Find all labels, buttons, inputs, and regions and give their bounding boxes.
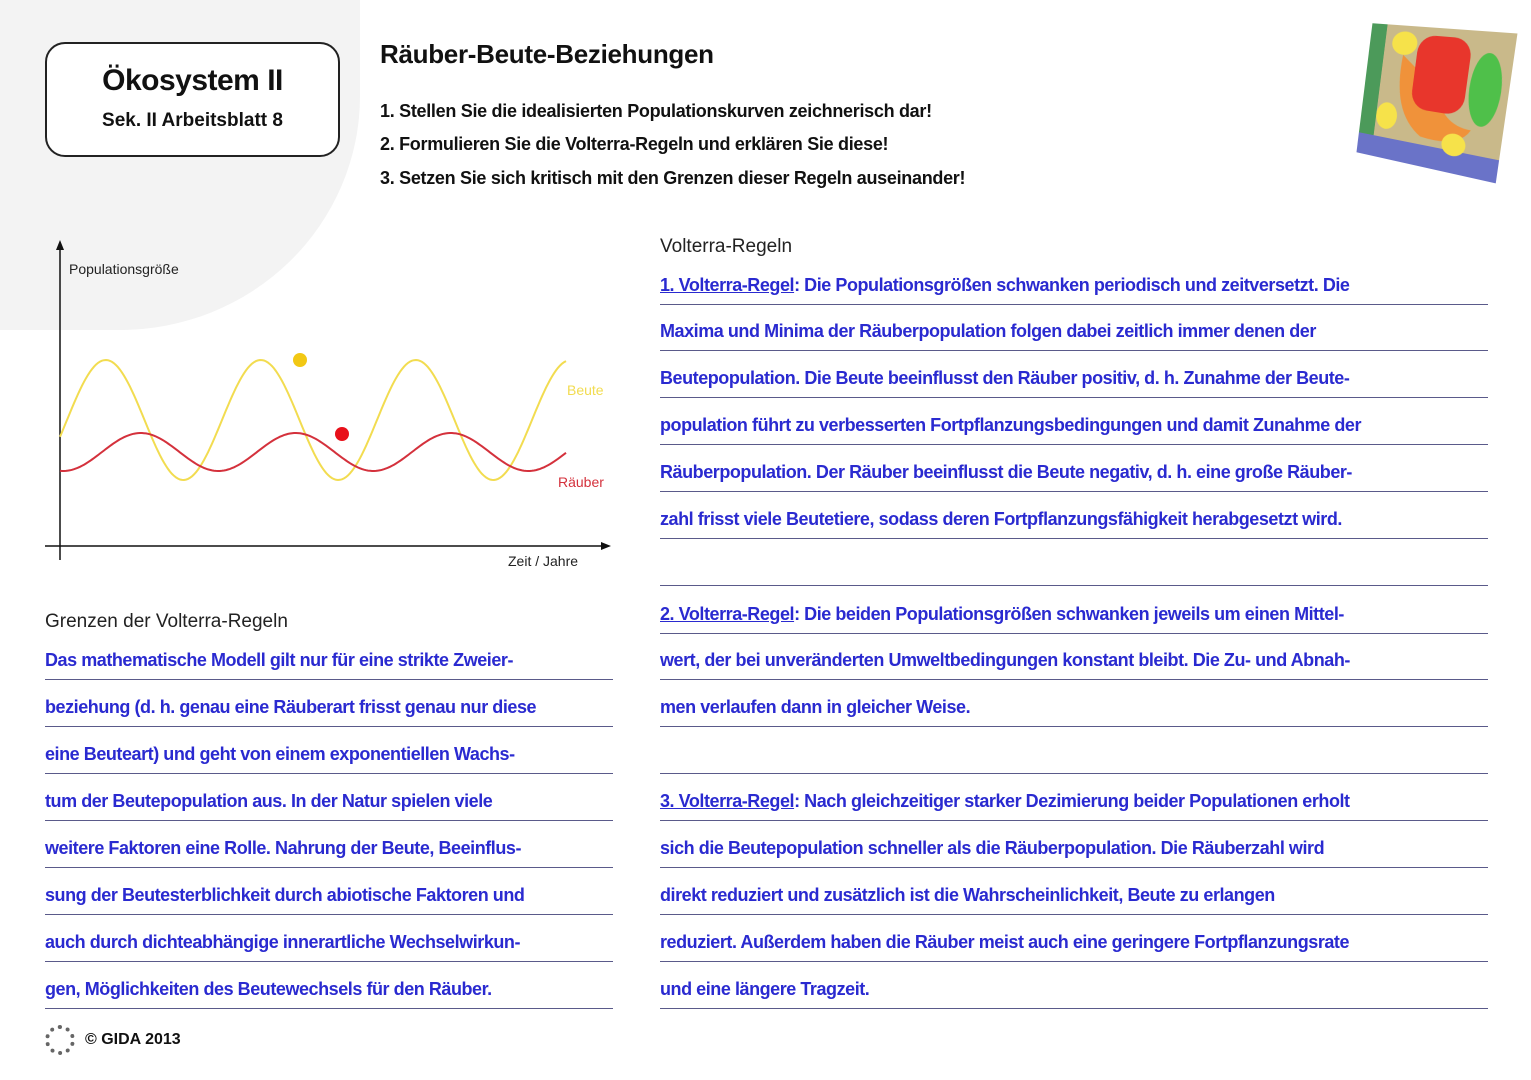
limits-line [45,880,613,915]
limits-text: gen, Möglichkeiten des Beutewechsels für den Räuber. [45,979,492,999]
header-title: Ökosystem II [102,64,283,97]
predator-maximum-marker [335,427,349,441]
footer [45,1025,181,1055]
rule1-text: Maxima und Minima der Räuberpopulation folgen dabei zeitlich immer denen der [660,321,1316,341]
y-axis-label: Populationsgröße [69,261,179,277]
limits-line [45,974,613,1009]
rule3-line [660,833,1488,868]
prey-label: Beute [567,382,604,398]
rule1-text: : Die Populationsgrößen schwanken periodisch und zeitversetzt. Die [794,275,1350,295]
limits-text: auch durch dichteabhängige innerartliche Wechselwirkun- [45,932,521,952]
worksheet-title: Räuber-Beute-Beziehungen [380,39,714,69]
rule1-text: Beutepopulation. Die Beute beeinflusst den Räuber positiv, d. h. Zunahme der Beute- [660,368,1350,388]
rule3-line [660,927,1488,962]
gida-logo-icon [45,1025,75,1055]
rule1-text: zahl frisst viele Beutetiere, sodass deren Fortpflanzungsfähigkeit herabgesetzt wird. [660,509,1342,529]
limits-text: tum der Beutepopulation aus. In der Natur spielen viele [45,791,493,811]
limits-text: eine Beuteart) und geht von einem exponentiellen Wachs- [45,744,515,764]
rule2-line [660,692,1488,727]
predator-label: Räuber [558,474,604,490]
rule2-text: wert, der bei unveränderten Umweltbedingungen konstant bleibt. Die Zu- und Abnah- [660,650,1350,670]
x-axis-label: Zeit / Jahre [508,553,579,569]
rule3-text: sich die Beutepopulation schneller als die Räuberpopulation. Die Räuberzahl wird [660,838,1325,858]
predator-prey-diagram [0,0,640,590]
limits-text: beziehung (d. h. genau eine Räuberart frisst genau nur diese [45,697,537,717]
rule2-text: men verlaufen dann in gleicher Weise. [660,697,971,717]
rule3-line [660,786,1488,821]
rule3-text: und eine längere Tragzeit. [660,979,870,999]
limits-line [45,833,613,868]
limits-line [45,927,613,962]
y-axis-arrow [56,240,64,250]
rule1-line [660,270,1488,305]
task-3: 3. Setzen Sie sich kritisch mit den Grenzen dieser Regeln auseinander! [380,168,966,188]
rule2-line [660,599,1488,634]
rule3-label: 3. Volterra-Regel [660,791,795,811]
rule3-text: direkt reduziert und zusätzlich ist die Wahrscheinlichkeit, Beute zu erlangen [660,885,1275,905]
rule1-text: population führt zu verbesserten Fortpflanzungsbedingungen und damit Zunahme der [660,415,1362,435]
rule1-line [660,363,1488,398]
rule1-line [660,410,1488,445]
x-axis-arrow [601,542,611,550]
rule2-line [660,645,1488,680]
header-subtitle: Sek. II Arbeitsblatt 8 [102,110,283,131]
limits-line [45,786,613,821]
rule3-line [660,880,1488,915]
rule3-line [660,974,1488,1009]
rule1-label: 1. Volterra-Regel [660,275,795,295]
blank-answer-line [660,551,1488,586]
prey-curve [60,360,566,480]
rule1-line [660,316,1488,351]
rule1-text: Räuberpopulation. Der Räuber beeinflusst die Beute negativ, d. h. eine große Räuber- [660,462,1352,482]
limits-text: sung der Beutesterblichkeit durch abiotische Faktoren und [45,885,525,905]
limits-line [45,645,613,680]
limits-line [45,692,613,727]
rule2-label: 2. Volterra-Regel [660,604,795,624]
task-1: 1. Stellen Sie die idealisierten Populationskurven zeichnerisch dar! [380,101,932,121]
task-2: 2. Formulieren Sie die Volterra-Regeln und erklären Sie diese! [380,134,889,154]
ecosystem-chart-image [1356,23,1517,183]
limits-text: weitere Faktoren eine Rolle. Nahrung der Beute, Beeinflus- [45,838,522,858]
limits-text: Das mathematische Modell gilt nur für eine strikte Zweier- [45,650,514,670]
rule3-text: : Nach gleichzeitiger starker Dezimierung beider Populationen erholt [794,791,1350,811]
limits-line [45,739,613,774]
rule1-line [660,504,1488,539]
rule2-text: : Die beiden Populationsgrößen schwanken jeweils um einen Mittel- [794,604,1344,624]
limits-heading: Grenzen der Volterra-Regeln [45,611,288,632]
blank-answer-line [660,739,1488,774]
prey-maximum-marker [293,353,307,367]
volterra-heading: Volterra-Regeln [660,236,793,257]
rule3-text: reduziert. Außerdem haben die Räuber meist auch eine geringere Fortpflanzungsrate [660,932,1350,952]
copyright: © GIDA 2013 [85,1031,181,1048]
rule1-line [660,457,1488,492]
